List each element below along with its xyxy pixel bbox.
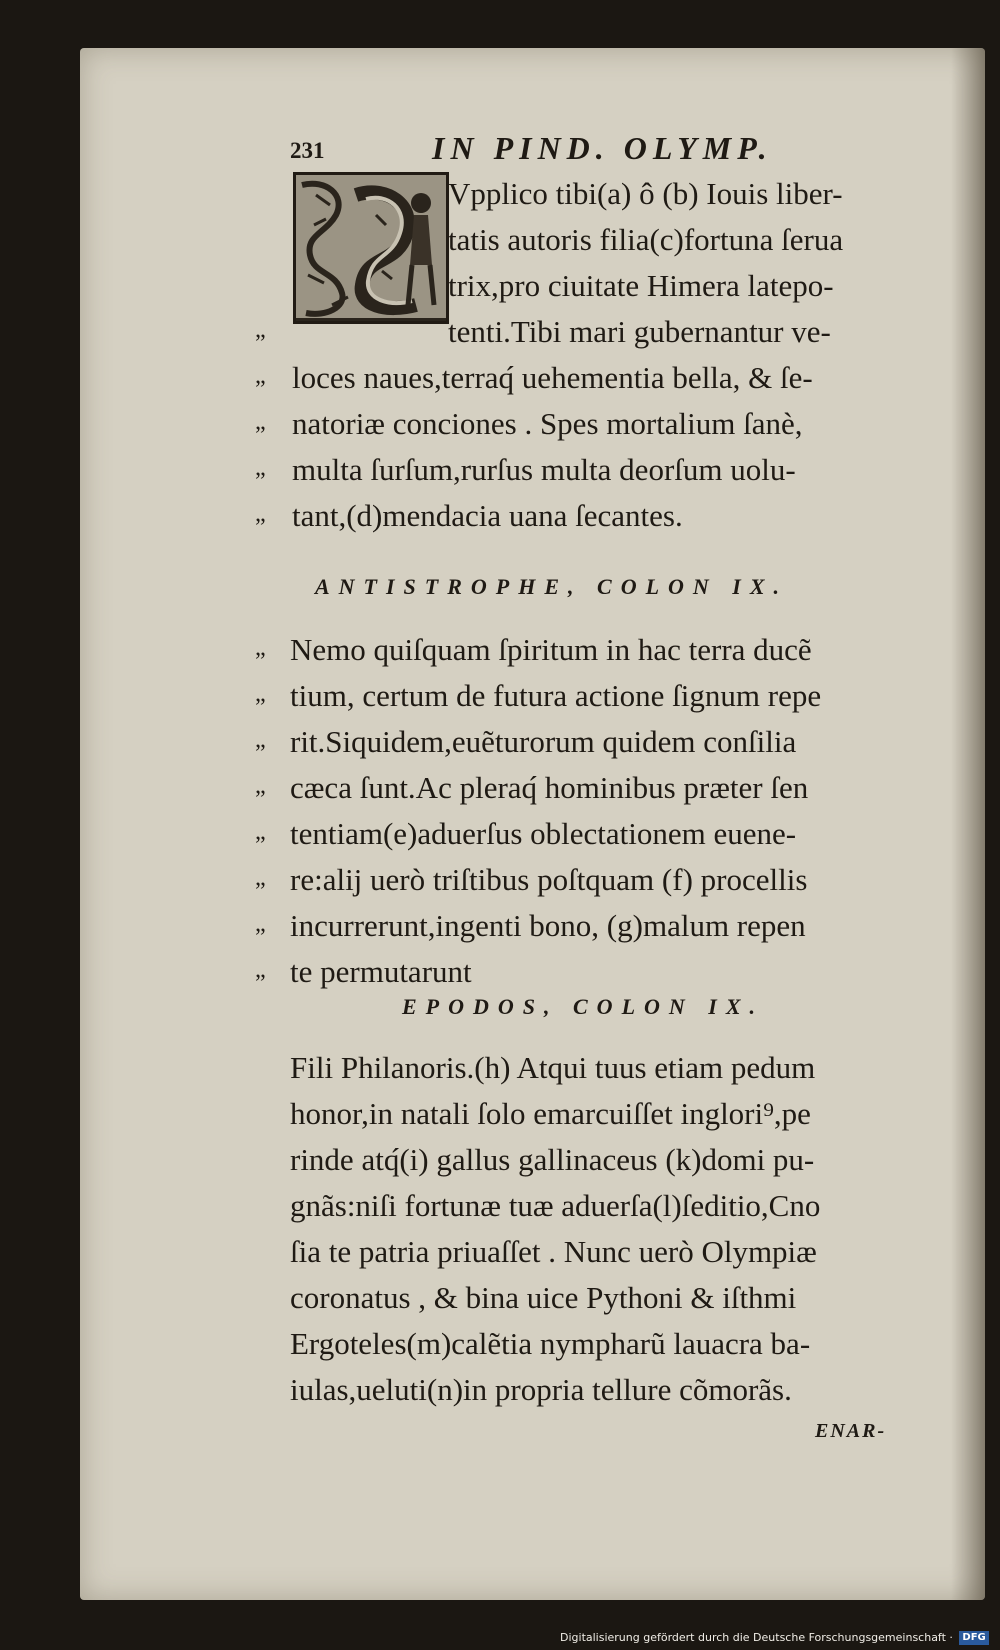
quotation-mark: „ — [255, 635, 266, 661]
quotation-mark: „ — [255, 865, 266, 891]
antistrophe-line: te permutarunt — [290, 954, 472, 989]
strophe-line: trix,pro ciuitate Himera latepo- — [448, 268, 834, 303]
antistrophe-line: tium, certum de futura actione ſignum repe — [290, 678, 822, 713]
quotation-mark: „ — [255, 957, 266, 983]
antistrophe-line: incurrerunt,ingenti bono, (g)malum repen — [290, 908, 806, 943]
quotation-mark: „ — [255, 773, 266, 799]
epodos-line: Fili Philanoris.(h) Atqui tuus etiam pedum — [290, 1050, 816, 1085]
credit-text: Digitalisierung gefördert durch die Deutsche Forschungsgemeinschaft · — [560, 1631, 953, 1644]
strophe-line: tatis autoris filia(c)fortuna ſerua — [448, 222, 844, 257]
catchword: ENAR- — [815, 1420, 887, 1442]
antistrophe-line: Nemo quiſquam ſpiritum in hac terra ducẽ — [290, 632, 812, 667]
quotation-mark: „ — [255, 317, 266, 343]
antistrophe-heading: ANTISTROPHE, COLON IX. — [315, 574, 789, 599]
quotation-mark: „ — [255, 727, 266, 753]
strophe-line: loces naues,terraq́ uehementia bella, & ſe- — [292, 360, 813, 395]
quotation-mark: „ — [255, 455, 266, 481]
epodos-line: Ergoteles(m)calẽtia nympharũ lauacra ba- — [290, 1326, 811, 1361]
decorated-initial-image — [296, 175, 446, 321]
digitization-credit — [560, 1628, 989, 1648]
quotation-mark: „ — [255, 819, 266, 845]
strophe-line: Vpplico tibi(a) ô (b) Iouis liber- — [448, 176, 843, 211]
page-edge-shadow — [951, 48, 985, 1600]
epodos-line: coronatus , & bina uice Pythoni & iſthmi — [290, 1280, 797, 1315]
antistrophe-line: tentiam(e)aduerſus oblectationem euene- — [290, 816, 797, 851]
strophe-line: tenti.Tibi mari gubernantur ve- — [448, 314, 831, 349]
page-number: 231 — [290, 138, 325, 163]
epodos-line: ſia te patria priuaſſet . Nunc uerò Olympiæ — [290, 1234, 817, 1269]
strophe-line: natoriæ conciones . Spes mortalium ſanè, — [292, 406, 803, 441]
epodos-line: iulas,ueluti(n)in propria tellure cõmorãs. — [290, 1372, 792, 1407]
dfg-logo: DFG — [959, 1631, 988, 1645]
antistrophe-line: cæca ſunt.Ac pleraq́ hominibus præter ſen — [290, 770, 809, 805]
running-title: IN PIND. OLYMP. — [432, 130, 773, 166]
strophe-line: multa ſurſum,rurſus multa deorſum uolu- — [292, 452, 796, 487]
quotation-mark: „ — [255, 911, 266, 937]
antistrophe-line: rit.Siquidem,euẽturorum quidem conſilia — [290, 724, 797, 759]
epodos-line: gnãs:niſi fortunæ tuæ aduerſa(l)ſeditio,Cno — [290, 1188, 821, 1223]
quotation-mark: „ — [255, 363, 266, 389]
strophe-line: tant,(d)mendacia uana ſecantes. — [292, 498, 683, 533]
antistrophe-line: re:alij uerò triſtibus poſtquam (f) procellis — [290, 862, 808, 897]
book-page — [80, 48, 985, 1600]
quotation-mark: „ — [255, 681, 266, 707]
epodos-line: rinde atq́(i) gallus gallinaceus (k)domi pu- — [290, 1142, 815, 1177]
woodcut-initial-s — [293, 172, 449, 324]
epodos-line: honor,in natali ſolo emarcuiſſet inglori⁹,pe — [290, 1096, 811, 1131]
quotation-mark: „ — [255, 409, 266, 435]
epodos-heading: EPODOS, COLON IX. — [402, 994, 765, 1019]
quotation-mark: „ — [255, 501, 266, 527]
running-head — [80, 130, 985, 170]
